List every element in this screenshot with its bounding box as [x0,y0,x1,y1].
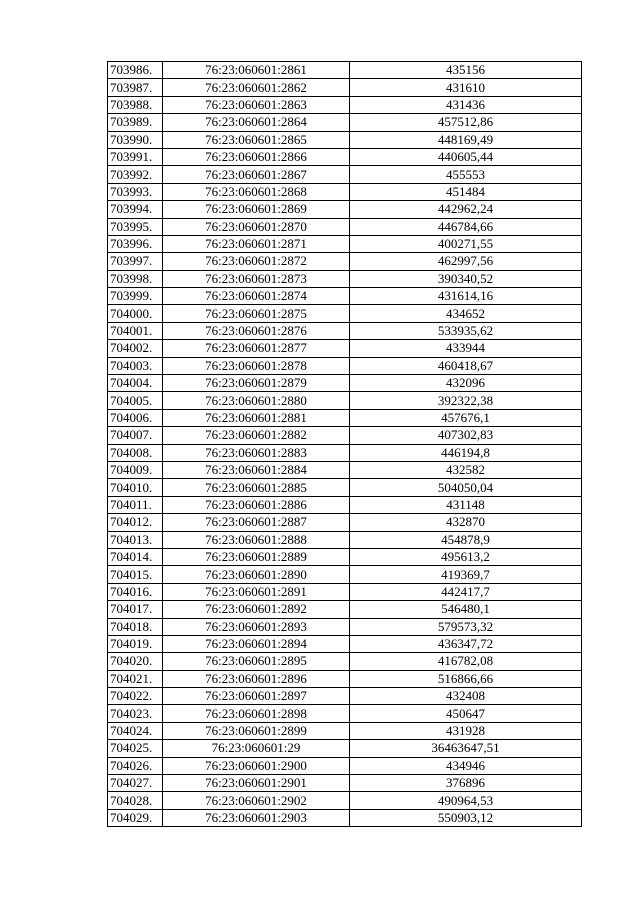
table-row [108,722,582,739]
cadastral-number-cell: 76:23:060601:2896 [163,670,350,687]
table-row [108,270,582,287]
row-number-cell: 703998. [108,270,163,287]
row-number-cell: 704024. [108,722,163,739]
table-row [108,96,582,113]
cadastral-number-cell: 76:23:060601:2877 [163,340,350,357]
cadastral-value-cell: 432408 [350,688,582,705]
cadastral-number-cell: 76:23:060601:2870 [163,218,350,235]
row-number-cell: 704009. [108,461,163,478]
cadastral-value-cell: 504050,04 [350,479,582,496]
cadastral-number-cell: 76:23:060601:2890 [163,566,350,583]
cadastral-value-cell: 446784,66 [350,218,582,235]
cadastral-number-cell: 76:23:060601:2874 [163,288,350,305]
row-number-cell: 704029. [108,809,163,826]
cadastral-number-cell: 76:23:060601:2872 [163,253,350,270]
table-row [108,740,582,757]
row-number-cell: 704013. [108,531,163,548]
row-number-cell: 704022. [108,688,163,705]
table-row [108,166,582,183]
cadastral-value-cell: 516866,66 [350,670,582,687]
cadastral-value-cell: 416782,08 [350,653,582,670]
row-number-cell: 703989. [108,114,163,131]
row-number-cell: 703990. [108,131,163,148]
cadastral-value-cell: 490964,53 [350,792,582,809]
cadastral-number-cell: 76:23:060601:2869 [163,201,350,218]
row-number-cell: 704001. [108,322,163,339]
cadastral-value-cell: 376896 [350,775,582,792]
row-number-cell: 703997. [108,253,163,270]
cadastral-value-cell: 495613,2 [350,548,582,565]
cadastral-number-cell: 76:23:060601:2875 [163,305,350,322]
row-number-cell: 704015. [108,566,163,583]
row-number-cell: 703995. [108,218,163,235]
row-number-cell: 704018. [108,618,163,635]
table-row [108,253,582,270]
table-row [108,688,582,705]
cadastral-number-cell: 76:23:060601:2861 [163,62,350,79]
table-row [108,809,582,826]
cadastral-number-cell: 76:23:060601:2878 [163,357,350,374]
table-row [108,322,582,339]
cadastral-number-cell: 76:23:060601:2879 [163,375,350,392]
table-row [108,775,582,792]
cadastral-number-cell: 76:23:060601:2895 [163,653,350,670]
row-number-cell: 704003. [108,357,163,374]
row-number-cell: 703994. [108,201,163,218]
row-number-cell: 704002. [108,340,163,357]
cadastral-value-cell: 550903,12 [350,809,582,826]
cadastral-value-cell: 419369,7 [350,566,582,583]
table-row [108,566,582,583]
table-row [108,531,582,548]
row-number-cell: 703996. [108,235,163,252]
cadastral-value-cell: 457512,86 [350,114,582,131]
cadastral-value-cell: 432870 [350,514,582,531]
table-row [108,653,582,670]
row-number-cell: 704016. [108,583,163,600]
cadastral-value-cell: 579573,32 [350,618,582,635]
cadastral-number-cell: 76:23:060601:2863 [163,96,350,113]
cadastral-value-cell: 436347,72 [350,635,582,652]
table-row [108,635,582,652]
cadastral-number-cell: 76:23:060601:2865 [163,131,350,148]
table-row [108,288,582,305]
cadastral-value-cell: 451484 [350,183,582,200]
row-number-cell: 703987. [108,79,163,96]
cadastral-number-cell: 76:23:060601:2882 [163,427,350,444]
row-number-cell: 703992. [108,166,163,183]
row-number-cell: 704000. [108,305,163,322]
row-number-cell: 704011. [108,496,163,513]
cadastral-number-cell: 76:23:060601:2873 [163,270,350,287]
cadastral-value-cell: 400271,55 [350,235,582,252]
cadastral-number-cell: 76:23:060601:2900 [163,757,350,774]
cadastral-number-cell: 76:23:060601:2866 [163,148,350,165]
row-number-cell: 704004. [108,375,163,392]
cadastral-value-cell: 450647 [350,705,582,722]
cadastral-number-cell: 76:23:060601:2868 [163,183,350,200]
cadastral-number-cell: 76:23:060601:2876 [163,322,350,339]
row-number-cell: 704026. [108,757,163,774]
cadastral-value-cell: 434652 [350,305,582,322]
table-row [108,375,582,392]
cadastral-value-cell: 390340,52 [350,270,582,287]
cadastral-number-cell: 76:23:060601:2892 [163,601,350,618]
table-row [108,792,582,809]
cadastral-number-cell: 76:23:060601:2893 [163,618,350,635]
cadastral-value-cell: 455553 [350,166,582,183]
cadastral-value-cell: 546480,1 [350,601,582,618]
table-row [108,479,582,496]
cadastral-value-cell: 442962,24 [350,201,582,218]
table-row [108,79,582,96]
cadastral-value-cell: 457676,1 [350,409,582,426]
cadastral-value-cell: 448169,49 [350,131,582,148]
table-row [108,148,582,165]
cadastral-number-cell: 76:23:060601:2903 [163,809,350,826]
row-number-cell: 704008. [108,444,163,461]
cadastral-value-cell: 433944 [350,340,582,357]
row-number-cell: 703986. [108,62,163,79]
cadastral-value-cell: 36463647,51 [350,740,582,757]
row-number-cell: 704021. [108,670,163,687]
table-row [108,427,582,444]
row-number-cell: 703999. [108,288,163,305]
cadastral-number-cell: 76:23:060601:2897 [163,688,350,705]
row-number-cell: 703993. [108,183,163,200]
cadastral-number-cell: 76:23:060601:2880 [163,392,350,409]
table-row [108,757,582,774]
cadastral-value-cell: 432582 [350,461,582,478]
table-row [108,670,582,687]
table-row [108,618,582,635]
cadastral-number-cell: 76:23:060601:2871 [163,235,350,252]
table-body [108,62,582,827]
table-row [108,409,582,426]
cadastral-value-cell: 431436 [350,96,582,113]
cadastral-number-cell: 76:23:060601:2891 [163,583,350,600]
cadastral-number-cell: 76:23:060601:2885 [163,479,350,496]
cadastral-value-cell: 446194,8 [350,444,582,461]
cadastral-value-cell: 533935,62 [350,322,582,339]
cadastral-number-cell: 76:23:060601:2889 [163,548,350,565]
cadastral-number-cell: 76:23:060601:2894 [163,635,350,652]
table-row [108,305,582,322]
cadastral-number-cell: 76:23:060601:2899 [163,722,350,739]
row-number-cell: 704017. [108,601,163,618]
cadastral-number-cell: 76:23:060601:2881 [163,409,350,426]
row-number-cell: 704023. [108,705,163,722]
cadastral-number-cell: 76:23:060601:2888 [163,531,350,548]
cadastral-number-cell: 76:23:060601:2864 [163,114,350,131]
row-number-cell: 704027. [108,775,163,792]
cadastral-value-cell: 434946 [350,757,582,774]
cadastral-number-cell: 76:23:060601:2902 [163,792,350,809]
cadastral-value-cell: 431928 [350,722,582,739]
table-row [108,235,582,252]
row-number-cell: 704020. [108,653,163,670]
cadastral-value-cell: 435156 [350,62,582,79]
table-row [108,114,582,131]
table-row [108,705,582,722]
table-row [108,496,582,513]
cadastral-number-cell: 76:23:060601:2883 [163,444,350,461]
table-row [108,583,582,600]
row-number-cell: 704010. [108,479,163,496]
row-number-cell: 704007. [108,427,163,444]
cadastral-value-cell: 432096 [350,375,582,392]
table-row [108,601,582,618]
row-number-cell: 704014. [108,548,163,565]
table-row [108,131,582,148]
cadastral-value-cell: 431614,16 [350,288,582,305]
cadastral-number-cell: 76:23:060601:2898 [163,705,350,722]
table-row [108,461,582,478]
table-row [108,340,582,357]
cadastral-value-cell: 460418,67 [350,357,582,374]
row-number-cell: 703988. [108,96,163,113]
cadastral-value-cell: 462997,56 [350,253,582,270]
row-number-cell: 704019. [108,635,163,652]
cadastral-number-cell: 76:23:060601:2886 [163,496,350,513]
table-row [108,548,582,565]
table-row [108,357,582,374]
cadastral-value-cell: 442417,7 [350,583,582,600]
cadastral-value-cell: 454878,9 [350,531,582,548]
row-number-cell: 704025. [108,740,163,757]
cadastral-number-cell: 76:23:060601:2887 [163,514,350,531]
table-row [108,392,582,409]
cadastral-number-cell: 76:23:060601:2867 [163,166,350,183]
row-number-cell: 704012. [108,514,163,531]
cadastral-value-cell: 431148 [350,496,582,513]
cadastral-value-cell: 392322,38 [350,392,582,409]
cadastral-value-table [107,61,582,827]
table-row [108,514,582,531]
row-number-cell: 704006. [108,409,163,426]
table-row [108,62,582,79]
cadastral-value-cell: 407302,83 [350,427,582,444]
row-number-cell: 704028. [108,792,163,809]
table-row [108,218,582,235]
cadastral-value-cell: 440605,44 [350,148,582,165]
cadastral-number-cell: 76:23:060601:2884 [163,461,350,478]
row-number-cell: 703991. [108,148,163,165]
cadastral-number-cell: 76:23:060601:2862 [163,79,350,96]
cadastral-number-cell: 76:23:060601:2901 [163,775,350,792]
table-row [108,201,582,218]
table-row [108,183,582,200]
table-row [108,444,582,461]
cadastral-number-cell: 76:23:060601:29 [163,740,350,757]
row-number-cell: 704005. [108,392,163,409]
cadastral-value-cell: 431610 [350,79,582,96]
